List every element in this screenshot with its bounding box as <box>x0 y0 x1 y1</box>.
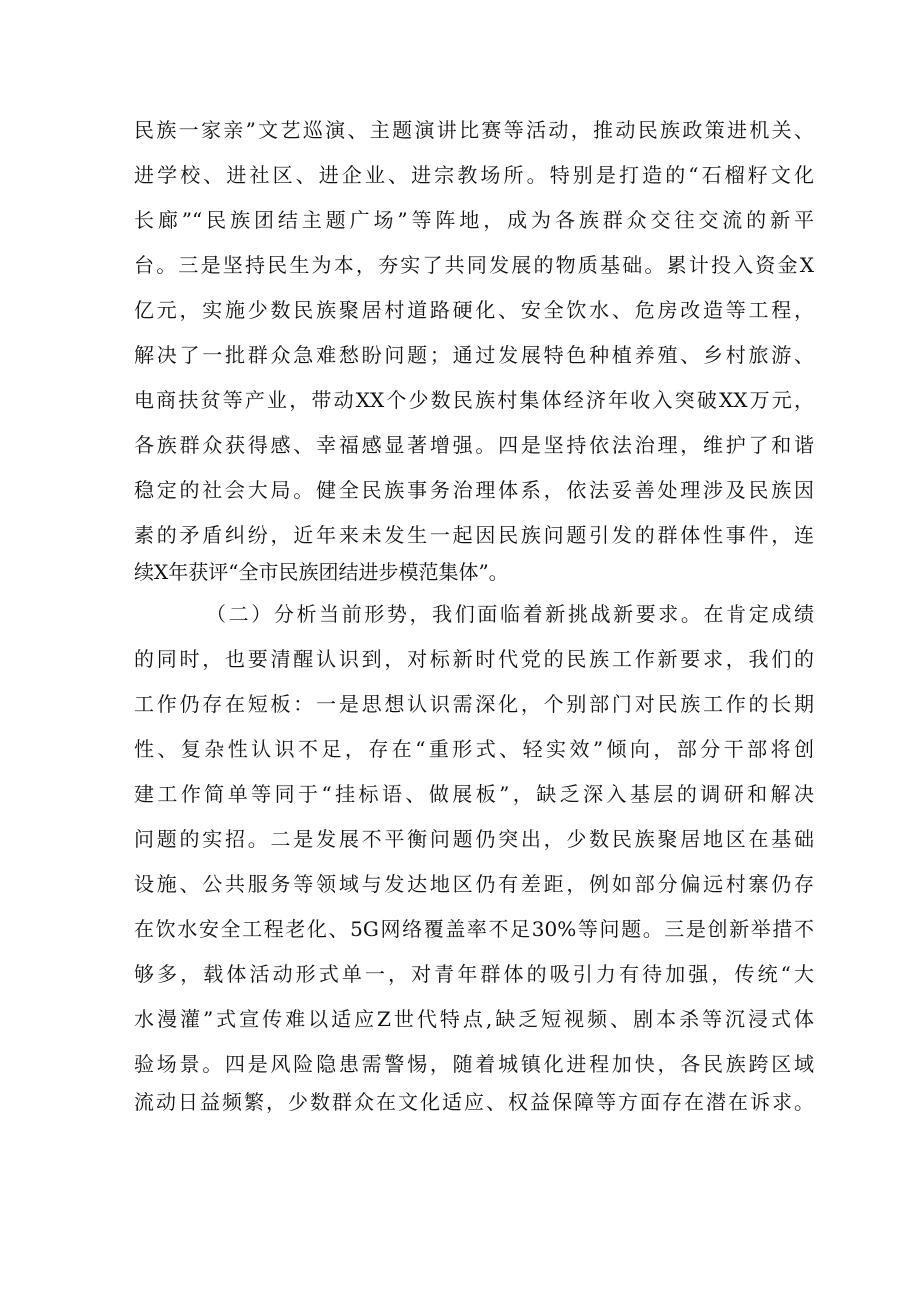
paragraph-line: 续X年获评“全市民族团结进步模范集体”。 <box>134 560 509 584</box>
paragraph-line: 够多，载体活动形式单一，对青年群体的吸引力有待加强，传统“大 <box>134 962 814 986</box>
paragraph-line: 流动日益频繁，少数群众在文化适应、权益保障等方面存在潜在诉求。 <box>134 1090 814 1114</box>
paragraph-line: 设施、公共服务等领域与发达地区仍有差距，例如部分偏远村寨仍存 <box>134 872 814 896</box>
paragraph-line: 性、复杂性认识不足，存在“重形式、轻实效”倾向，部分干部将创 <box>134 737 814 761</box>
paragraph-line: 长廊”“民族团结主题广场”等阵地，成为各族群众交往交流的新平 <box>134 208 814 232</box>
paragraph-line: 解决了一批群众急难愁盼问题；通过发展特色种植养殖、乡村旅游、 <box>134 343 814 367</box>
paragraph-line: 各族群众获得感、幸福感显著增强。四是坚持依法治理，维护了和谐 <box>134 433 814 457</box>
paragraph-line: 问题的实招。二是发展不平衡问题仍突出，少数民族聚居地区在基础 <box>134 827 814 851</box>
paragraph-line: 的同时，也要清醒认识到，对标新时代党的民族工作新要求，我们的 <box>134 647 814 671</box>
paragraph-line: 稳定的社会大局。健全民族事务治理体系，依法妥善处理涉及民族因 <box>134 478 814 502</box>
paragraph-line: 建工作简单等同于“挂标语、做展板”，缺乏深入基层的调研和解决 <box>134 782 814 806</box>
paragraph-line: 亿元，实施少数民族聚居村道路硬化、安全饮水、危房改造等工程， <box>134 298 814 322</box>
paragraph-line: 工作仍存在短板：一是思想认识需深化，个别部门对民族工作的长期 <box>134 692 814 716</box>
paragraph-line: （二）分析当前形势，我们面临着新挑战新要求。在肯定成绩 <box>206 602 814 626</box>
paragraph-line: 素的矛盾纠纷，近年来未发生一起因民族问题引发的群体性事件，连 <box>134 523 814 547</box>
paragraph-line: 电商扶贫等产业，带动XX个少数民族村集体经济年收入突破XX万元， <box>134 388 814 412</box>
paragraph-line: 验场景。四是风险隐患需警惕，随着城镇化进程加快，各民族跨区域 <box>134 1052 814 1076</box>
paragraph-line: 民族一家亲”文艺巡演、主题演讲比赛等活动，推动民族政策进机关、 <box>134 118 814 142</box>
paragraph-line: 在饮水安全工程老化、5G网络覆盖率不足30%等问题。三是创新举措不 <box>134 917 814 941</box>
paragraph-line: 水漫灌”式宣传难以适应Z世代特点,缺乏短视频、剧本杀等沉浸式体 <box>134 1007 814 1031</box>
paragraph-line: 进学校、进社区、进企业、进宗教场所。特别是打造的“石榴籽文化 <box>134 163 814 187</box>
paragraph-line: 台。三是坚持民生为本，夯实了共同发展的物质基础。累计投入资金X <box>134 253 814 277</box>
